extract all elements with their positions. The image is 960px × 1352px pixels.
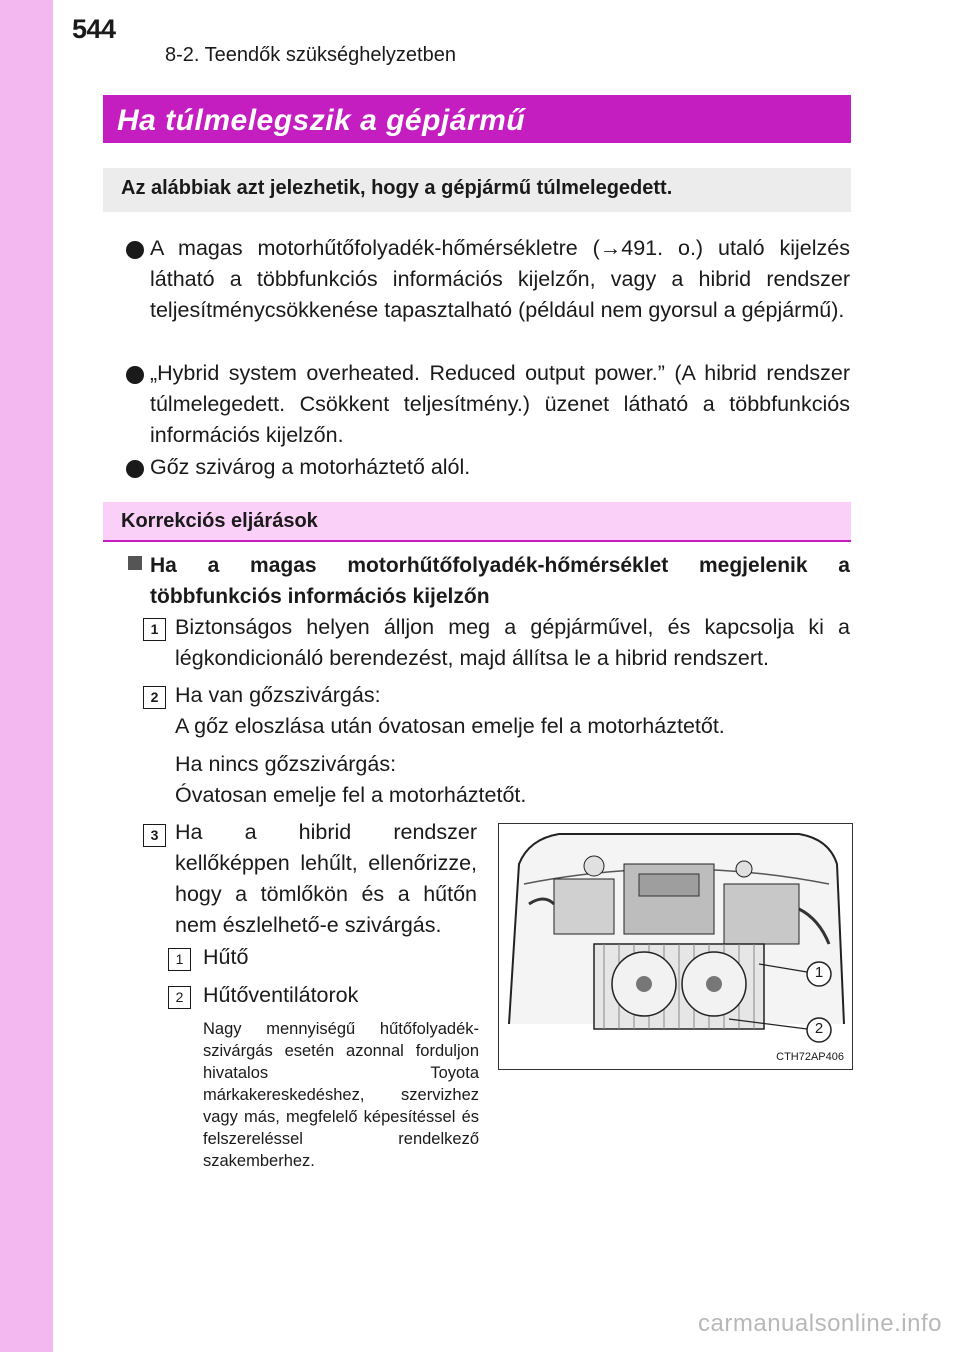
page-title: Ha túlmelegszik a gépjármű (117, 104, 526, 137)
engine-bay-figure (498, 823, 853, 1070)
bullet-item: „Hybrid system overheated. Reduced output power.” (A hibrid rendszer túlmelegedett. Csökkent teljesítmény.) üzenet látható a többfunkciós információs kijelzőn. (150, 361, 850, 447)
bullet-icon (126, 241, 144, 259)
watermark: carmanualsonline.info (698, 1310, 942, 1337)
bullet-icon (126, 460, 144, 478)
procedure-heading: Ha a magas motorhűtőfolyadék-hőmérséklet megjelenik a többfunkciós információs kijelzőn (150, 554, 850, 608)
step-text: A gőz eloszlása után óvatosan emelje fel a motorháztetőt. (175, 714, 725, 738)
subsection-title: Korrekciós eljárások (121, 510, 318, 532)
title-bar (103, 95, 851, 143)
step-number: 2 (143, 686, 166, 709)
bullet-icon (126, 366, 144, 384)
callout-2: 2 (814, 1020, 824, 1037)
step-text: Ha nincs gőzszivárgás: (175, 752, 397, 776)
section-label: 8-2. Teendők szükséghelyzetben (165, 44, 456, 66)
step-number: 3 (143, 824, 166, 847)
step-text: Ha van gőzszivárgás: (175, 683, 381, 707)
step-number: 1 (143, 618, 166, 641)
callout-1: 1 (814, 964, 824, 981)
engine-bay-illustration (499, 824, 852, 1069)
bullet-item: Gőz szivárog a motorháztető alól. (150, 455, 471, 479)
intro-box (103, 168, 851, 212)
step-text: Ha a hibrid rendszer kellőképpen lehűlt, ellenőrizze, hogy a tömlőkön és a hűtőn nem észlelhető-e szivárgás. (175, 820, 477, 937)
side-tab-strip (0, 0, 53, 1352)
square-bullet-icon (128, 556, 142, 570)
intro-text: Az alábbiak azt jelezhetik, hogy a gépjármű túlmelegedett. (121, 177, 673, 199)
page-number: 544 (72, 14, 116, 44)
part-number: 2 (168, 986, 191, 1009)
part-number: 1 (168, 948, 191, 971)
figure-code: CTH72AP406 (776, 1051, 844, 1063)
bullet-item: A magas motorhűtőfolyadék-hőmérsékletre (→491. o.) utaló kijelzés látható a többfunkciós információs kijelzőn, vagy a hibrid rendszer teljesítménycsökkenése tapasztalható (például nem gyorsul a gépjármű). (150, 236, 850, 322)
part-label: Hűtőventilátorok (203, 983, 359, 1007)
subsection-header (103, 502, 851, 542)
step-text: Óvatosan emelje fel a motorháztetőt. (175, 783, 527, 807)
note-text: Nagy mennyiségű hűtőfolyadék-szivárgás esetén azonnal forduljon hivatalos Toyota márkakereskedéshez, szervizhez vagy más, megfelelő képesítéssel és felszereléssel rendelkező szakemberhez. (203, 1020, 479, 1170)
part-label: Hűtő (203, 945, 249, 969)
step-text: Biztonságos helyen álljon meg a gépjárművel, és kapcsolja ki a légkondicionáló berendezést, majd állítsa le a hibrid rendszert. (175, 615, 850, 670)
